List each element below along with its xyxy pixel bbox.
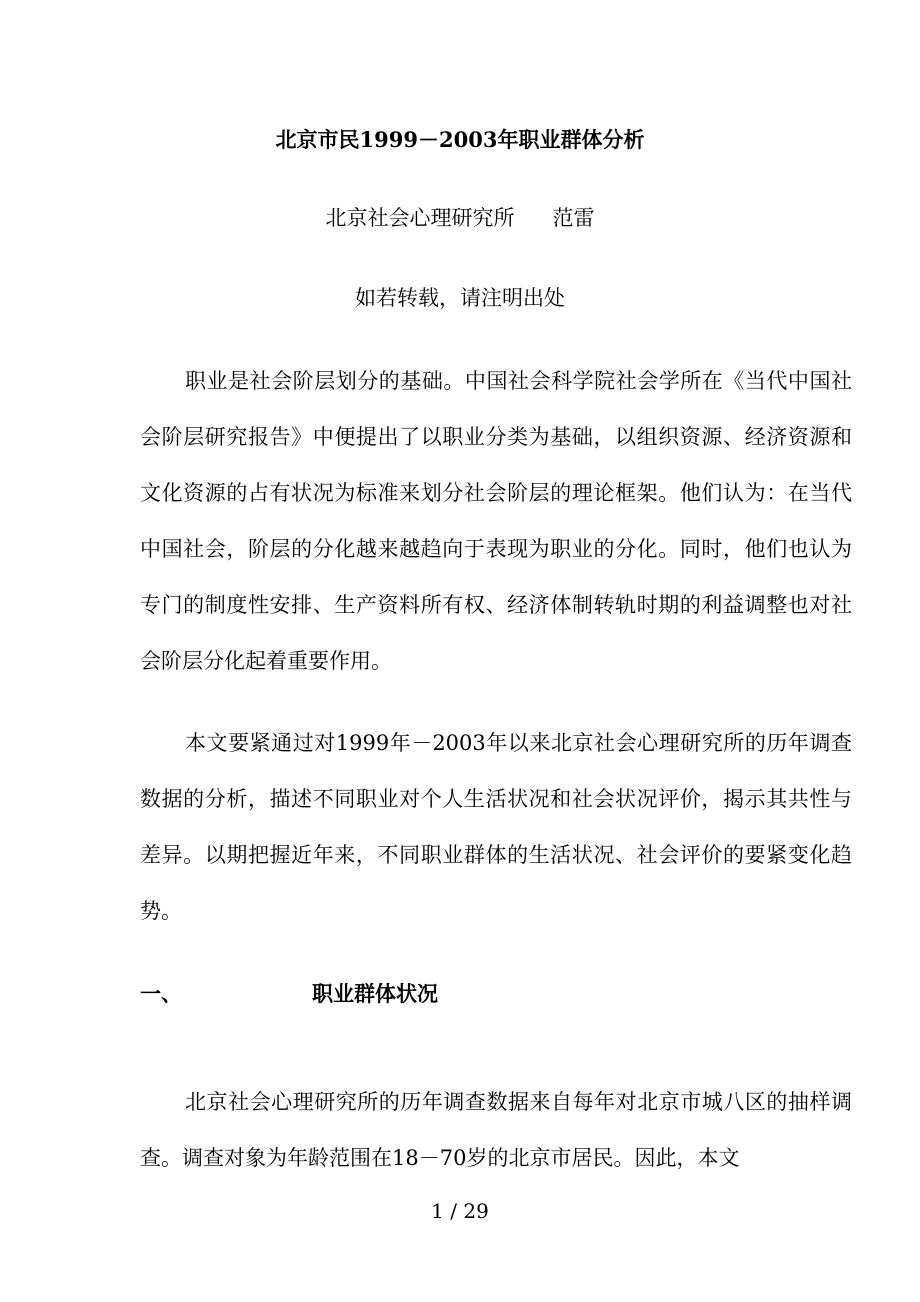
section-heading (140, 978, 438, 1010)
section-number: 一、 (140, 981, 182, 1006)
section-title: 职业群体状况 (312, 981, 438, 1006)
author-organization: 北京社会心理研究所 (325, 206, 515, 230)
document-title: 北京市民1999－2003年职业群体分析 (275, 127, 645, 152)
author-line (0, 202, 920, 234)
author-name: 范雷 (552, 206, 595, 230)
intro-paragraph-2: 本文要紧通过对1999年－2003年以来北京社会心理研究所的历年调查数据的分析，描述不同职业对个人生活状况和社会状况评价，揭示其共性与差异。以期把握近年来，不同职业群体的生活状况、社会评价的要紧变化趋势。 (140, 731, 852, 923)
section-1-paragraph: 北京社会心理研究所的历年调查数据来自每年对北京市城八区的抽样调查。调查对象为年龄范围在18－70岁的北京市居民。因此，本文 (140, 1090, 852, 1170)
page-number: 1 / 29 (431, 1199, 489, 1223)
intro-paragraph-1: 职业是社会阶层划分的基础。中国社会科学院社会学所在《当代中国社会阶层研究报告》中便提出了以职业分类为基础，以组织资源、经济资源和文化资源的占有状况为标准来划分社会阶层的理论框架。他们认为：在当代中国社会，阶层的分化越来越趋向于表现为职业的分化。同时，他们也认为专门的制度性安排、生产资料所有权、经济体制转轨时期的利益调整也对社会阶层分化起着重要作用。 (140, 369, 852, 673)
reprint-notice: 如若转载，请注明出处 (355, 286, 565, 310)
